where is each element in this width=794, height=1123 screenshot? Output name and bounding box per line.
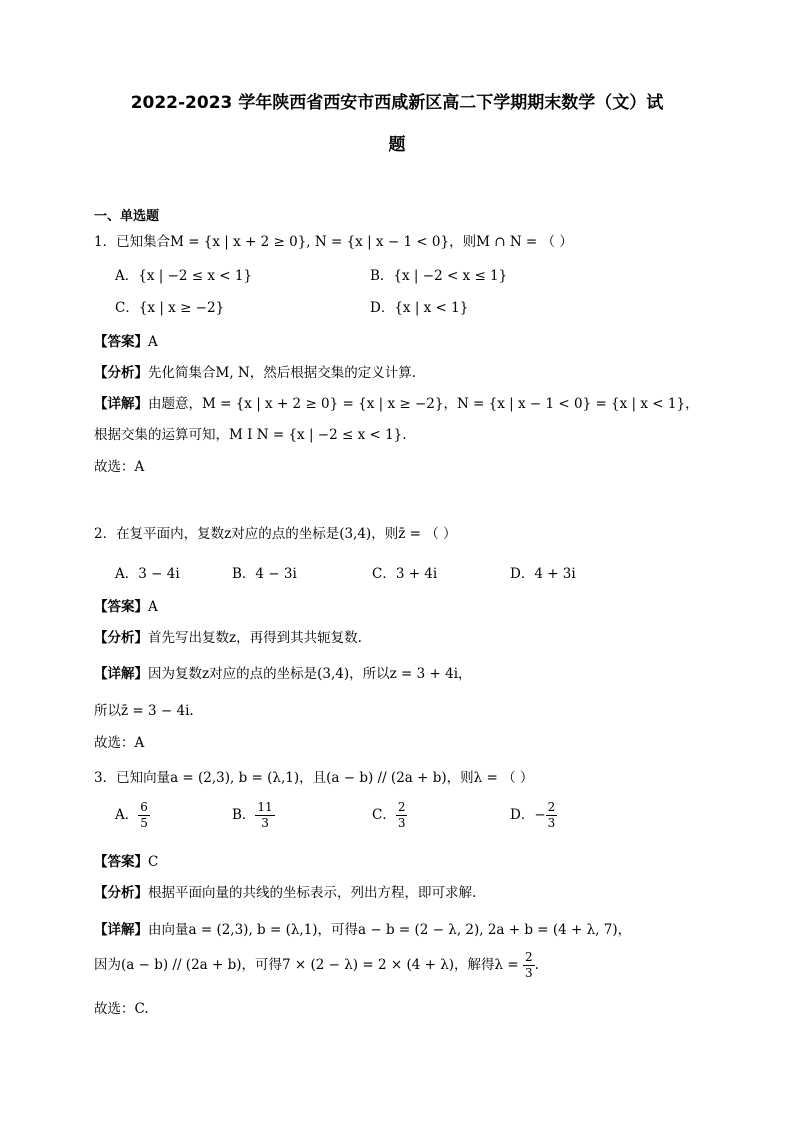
denominator: 5	[140, 816, 148, 830]
analysis-tag: 【分析】	[94, 630, 148, 646]
numerator: 2	[397, 800, 406, 814]
question-2-option-b: B．4 − 3i	[232, 566, 297, 582]
document-title-line1: 2022-2023 学年陕西省西安市西咸新区高二下学期期末数学（文）试	[130, 93, 664, 113]
numerator: 2	[524, 950, 533, 964]
detail-text: 由向量a = (2,3), b = (λ,1)，可得a − b = (2 − λ, 2), 2a + b = (4 + λ, 7)，	[148, 922, 632, 938]
answer-tag: 【答案】	[94, 599, 148, 615]
detail-tag: 【详解】	[94, 666, 148, 682]
denominator: 3	[524, 966, 533, 980]
question-2-stem: 2．在复平面内，复数z对应的点的坐标是(3,4)，则z̄ = （ ）	[94, 526, 457, 542]
answer-value: A	[148, 334, 158, 350]
period: .	[534, 957, 539, 973]
answer-value: C	[148, 854, 159, 870]
question-2-analysis	[94, 626, 362, 646]
question-3-answer	[94, 850, 158, 870]
fraction	[396, 800, 408, 831]
analysis-tag: 【分析】	[94, 885, 148, 901]
denominator: 3	[397, 816, 406, 830]
question-1-option-d: D．{x | x < 1}	[370, 300, 469, 316]
answer-tag: 【答案】	[94, 334, 148, 350]
numerator: 2	[547, 800, 556, 814]
denominator: 3	[261, 816, 269, 830]
fraction	[523, 950, 535, 981]
detail-text: 因为复数z对应的点的坐标是(3,4)，所以z = 3 + 4i，	[148, 666, 472, 682]
analysis-text: 首先写出复数z，再得到其共轭复数.	[148, 630, 362, 646]
question-2-detail-line2: 所以z̄ = 3 − 4i.	[94, 703, 194, 719]
question-3-option-c	[372, 800, 407, 831]
question-3-option-a	[115, 800, 150, 831]
document-title-line2: 题	[388, 135, 406, 155]
question-1-option-c: C．{x | x ≥ −2}	[115, 300, 225, 316]
question-2-option-a: A．3 − 4i	[115, 566, 180, 582]
detail-text: 因为(a − b) // (2a + b)，可得7 × (2 − λ) = 2 × (4 + λ)，解得λ =	[94, 957, 523, 973]
question-1-answer	[94, 330, 158, 350]
denominator: 3	[547, 816, 556, 830]
question-1-option-a: A．{x | −2 ≤ x < 1}	[115, 268, 253, 284]
section-heading: 一、单选题	[94, 209, 160, 224]
question-2-choose: 故选：A	[94, 735, 145, 751]
answer-tag: 【答案】	[94, 854, 148, 870]
question-1-analysis	[94, 361, 416, 381]
fraction	[546, 800, 558, 831]
answer-value: A	[148, 599, 158, 615]
option-label: D．−	[510, 807, 546, 823]
question-3-detail-line1	[94, 918, 631, 938]
question-3-stem: 3．已知向量a = (2,3), b = (λ,1)，且(a − b) // (2a + b)，则λ = （ ）	[94, 770, 534, 786]
option-label: B．	[232, 807, 256, 823]
fraction	[255, 800, 274, 831]
question-2-option-c: C．3 + 4i	[372, 566, 438, 582]
analysis-tag: 【分析】	[94, 365, 148, 381]
question-3-choose: 故选：C.	[94, 1001, 149, 1017]
question-3-analysis	[94, 881, 476, 901]
analysis-text: 先化简集合M, N，然后根据交集的定义计算.	[148, 365, 417, 381]
question-2-detail-line1	[94, 662, 472, 682]
question-3-detail-line2	[94, 950, 539, 981]
question-1-detail-line1	[94, 392, 699, 412]
question-1-option-b: B．{x | −2 < x ≤ 1}	[370, 268, 508, 284]
detail-tag: 【详解】	[94, 922, 148, 938]
question-1-stem: 1．已知集合M = {x | x + 2 ≥ 0}, N = {x | x − 1 < 0}，则M ∩ N = （ ）	[94, 234, 573, 250]
question-3-option-d	[510, 800, 557, 831]
option-label: A．	[115, 807, 139, 823]
detail-text: 由题意，M = {x | x + 2 ≥ 0} = {x | x ≥ −2}，N = {x | x − 1 < 0} = {x | x < 1}，	[148, 396, 699, 412]
numerator: 11	[257, 800, 273, 814]
question-2-answer	[94, 595, 158, 615]
detail-tag: 【详解】	[94, 396, 148, 412]
question-3-option-b	[232, 800, 275, 831]
question-2-option-d: D．4 + 3i	[510, 566, 576, 582]
question-1-choose: 故选：A	[94, 459, 145, 475]
fraction	[138, 800, 150, 831]
option-label: C．	[372, 807, 396, 823]
question-1-detail-line2: 根据交集的运算可知，M I N = {x | −2 ≤ x < 1}.	[94, 427, 407, 443]
analysis-text: 根据平面向量的共线的坐标表示，列出方程，即可求解.	[148, 885, 477, 901]
numerator: 6	[140, 800, 148, 814]
